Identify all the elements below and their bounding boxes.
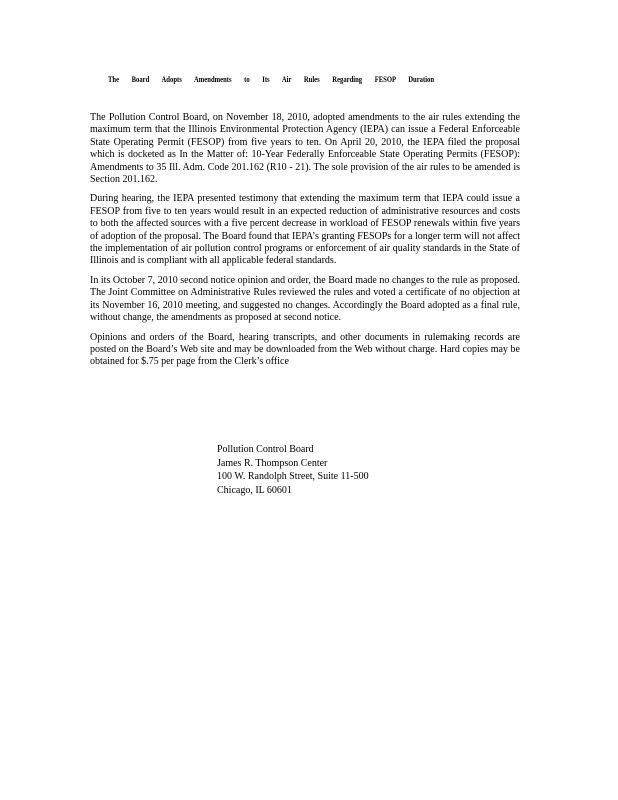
paragraph-hearing: During hearing, the IEPA presented testimony that extending the maximum term that IEPA could issue a FESOP from five to ten years would result in an expected reduction of administrative resources and costs to both the affected sources with a five percent decrease in workload of FESOP renewals within five years of adoption of the proposal. The Board found that IEPA’s granting FESOPs for a longer term will not affect the implementation of air pollution control programs or enforcement of air quality standards in the State of Illinois and is compliant with all applicable federal standards. xyxy=(90,193,520,267)
document-body xyxy=(90,112,520,376)
paragraph-availability: Opinions and orders of the Board, hearing transcripts, and other documents in rulemaking records are posted on the Board’s Web site and may be downloaded from the Web without charge. Hard copies may be obtained for $.75 per page from the Clerk’s office xyxy=(90,331,520,368)
address-line-street: 100 W. Randolph Street, Suite 11-500 xyxy=(217,471,369,482)
address-line-building: James R. Thompson Center xyxy=(217,457,328,469)
paragraph-second-notice: In its October 7, 2010 second notice opinion and order, the Board made no changes to the rule as proposed. The Joint Committee on Administrative Rules reviewed the rules and voted a certificate of no objection at its November 16, 2010 meeting, and suggested no changes. Accordingly the Board adopted as a final rule, without change, the amendments as proposed at second notice. xyxy=(90,274,520,324)
paragraph-adoption: The Pollution Control Board, on November 18, 2010, adopted amendments to the air rules extending the maximum term that the Illinois Environmental Protection Agency (IEPA) can issue a Federal Enforceable State Operating Permit (FESOP) from five years to ten. On April 20, 2010, the IEPA filed the proposal which is docketed as In the Matter of: 10-Year Federally Enforceable State Operating Permits (FESOP): Amendments to 35 Ill. Adm. Code 201.162 (R10 - 21). The sole provision of the air rules to be amended is Section 201.162. xyxy=(90,112,520,186)
clerk-address xyxy=(217,443,369,497)
address-line-organization: Pollution Control Board xyxy=(217,444,314,455)
address-line-city: Chicago, IL 60601 xyxy=(217,484,292,496)
document-title: The Board Adopts Amendments to Its Air Rules Regarding FESOP Duration xyxy=(108,74,435,84)
